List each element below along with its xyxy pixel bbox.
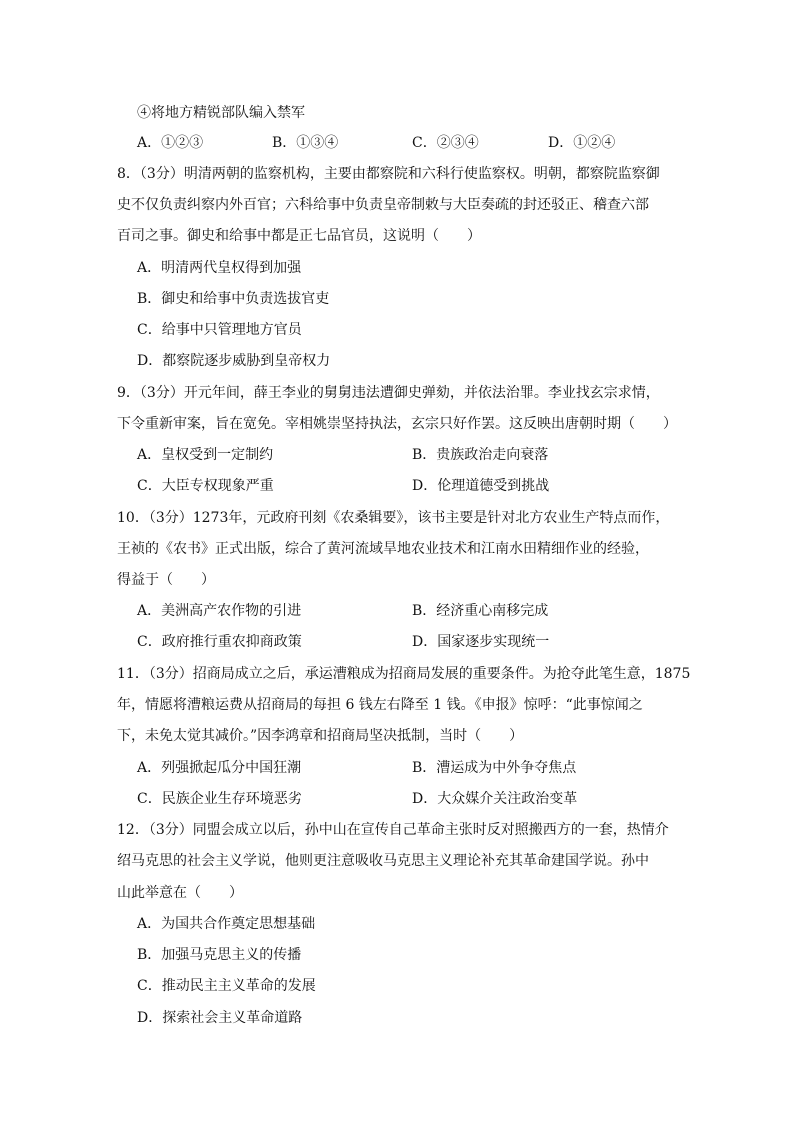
q8-option-a: A．明清两代皇权得到加强 <box>137 260 302 276</box>
q9-stem-1: 9．（3分）开元年间，薛王李业的舅舅违法遭御史弹劾，并依法治罪。李业找玄宗求情， <box>117 385 660 401</box>
q11-stem-2: 年，情愿将漕粮运费从招商局的每担 6 钱左右降至 1 钱。《申报》惊呼：“此事惊闻之 <box>117 697 643 713</box>
q10-option-b: B．经济重心南移完成 <box>412 603 549 619</box>
q11-stem-3: 下，未免太觉其减价。”因李鸿章和招商局坚决抵制，当时（ ） <box>117 728 524 744</box>
q11-option-c: C．民族企业生存环境恶劣 <box>137 791 302 807</box>
q12-option-d: D．探索社会主义革命道路 <box>137 1010 303 1026</box>
q7-option-c: C．②③④ <box>412 135 479 151</box>
q12-stem-3: 山此举意在（ ） <box>117 885 243 901</box>
q7-option-a: A．①②③ <box>137 135 204 151</box>
q12-option-b: B．加强马克思主义的传播 <box>137 947 302 963</box>
q10-stem-3: 得益于（ ） <box>117 572 215 588</box>
q9-option-b: B．贵族政治走向衰落 <box>412 447 549 463</box>
q11-option-b: B．漕运成为中外争夺焦点 <box>412 760 577 776</box>
q10-option-d: D．国家逐步实现统一 <box>412 634 550 650</box>
q7-option-d: D．①②④ <box>548 135 616 151</box>
q10-stem-1: 10．（3分）1273年，元政府刊刻《农桑辑要》，该书主要是针对北方农业生产特点而作， <box>117 510 670 526</box>
q12-stem-2: 绍马克思的社会主义学说，他则更注意吸收马克思主义理论补充其革命建国学说。孙中 <box>117 853 649 869</box>
q12-option-c: C．推动民主主义革命的发展 <box>137 978 316 994</box>
q10-option-c: C．政府推行重农抑商政策 <box>137 634 302 650</box>
q10-option-a: A．美洲高产农作物的引进 <box>137 603 302 619</box>
q8-option-c: C．给事中只管理地方官员 <box>137 322 302 338</box>
q7-option-b: B．①③④ <box>272 135 339 151</box>
q7-item-4: ④将地方精锐部队编入禁军 <box>137 105 305 121</box>
q9-stem-2: 下令重新审案，旨在宽免。宰相姚崇坚持执法，玄宗只好作罢。这反映出唐朝时期（ ） <box>117 416 677 432</box>
q8-stem-2: 史不仅负责纠察内外百官；六科给事中负责皇帝制敕与大臣奏疏的封还驳正、稽查六部 <box>117 197 649 213</box>
q8-stem-1: 8．（3分）明清两朝的监察机构，主要由都察院和六科行使监察权。明朝，都察院监察御 <box>117 166 660 182</box>
q12-stem-1: 12．（3分）同盟会成立以后，孙中山在宣传自己革命主张时反对照搬西方的一套，热情介 <box>117 822 669 838</box>
q11-stem-1: 11．（3分）招商局成立之后，承运漕粮成为招商局发展的重要条件。为抢夺此笔生意，1875 <box>117 666 691 682</box>
q8-option-b: B．御史和给事中负责选拔官吏 <box>137 291 330 307</box>
q9-option-a: A．皇权受到一定制约 <box>137 447 274 463</box>
q9-option-d: D．伦理道德受到挑战 <box>412 478 550 494</box>
q8-stem-3: 百司之事。御史和给事中都是正七品官员，这说明（ ） <box>117 228 481 244</box>
q11-option-d: D．大众媒介关注政治变革 <box>412 791 578 807</box>
q9-option-c: C．大臣专权现象严重 <box>137 478 274 494</box>
q8-option-d: D．都察院逐步威胁到皇帝权力 <box>137 353 331 369</box>
q10-stem-2: 王祯的《农书》正式出版，综合了黄河流域旱地农业技术和江南水田精细作业的经验， <box>117 541 649 557</box>
q11-option-a: A．列强掀起瓜分中国狂潮 <box>137 760 302 776</box>
q12-option-a: A．为国共合作奠定思想基础 <box>137 916 316 932</box>
